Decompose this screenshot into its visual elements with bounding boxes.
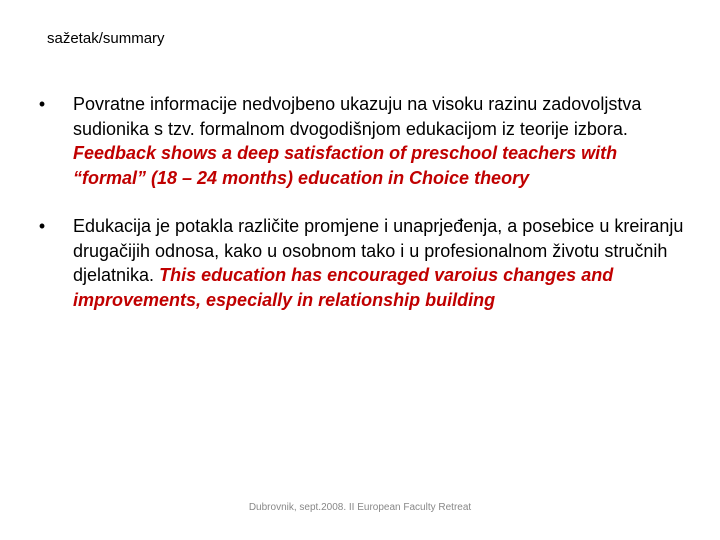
bullet-english-text: This education has encouraged varoius changes and improvements, especially in relationship building: [73, 265, 614, 310]
bullet-croatian-text: Povratne informacije nedvojbeno ukazuju na visoku razinu zadovoljstva sudionika s tzv. formalnom dvogodišnjom edukacijom iz teorije izbora.: [73, 94, 642, 139]
bullet-item: [30, 214, 695, 312]
slide-footer: Dubrovnik, sept.2008. II European Faculty Retreat: [248, 502, 472, 513]
bullet-list: [30, 92, 695, 336]
bullet-item: [30, 92, 695, 190]
bullet-english-text: Feedback shows a deep satisfaction of preschool teachers with “formal” (18 – 24 months) education in Choice theory: [73, 143, 618, 188]
slide-title: sažetak/summary: [47, 30, 165, 47]
bullet-icon: •: [38, 216, 46, 236]
bullet-croatian-text: Edukacija je potakla različite promjene i unaprjeđenja, a posebice u kreiranju drugačijih odnosa, kako u osobnom tako i u profesionalnom životu stručnih djelatnika.: [73, 216, 684, 285]
bullet-icon: •: [38, 94, 46, 114]
